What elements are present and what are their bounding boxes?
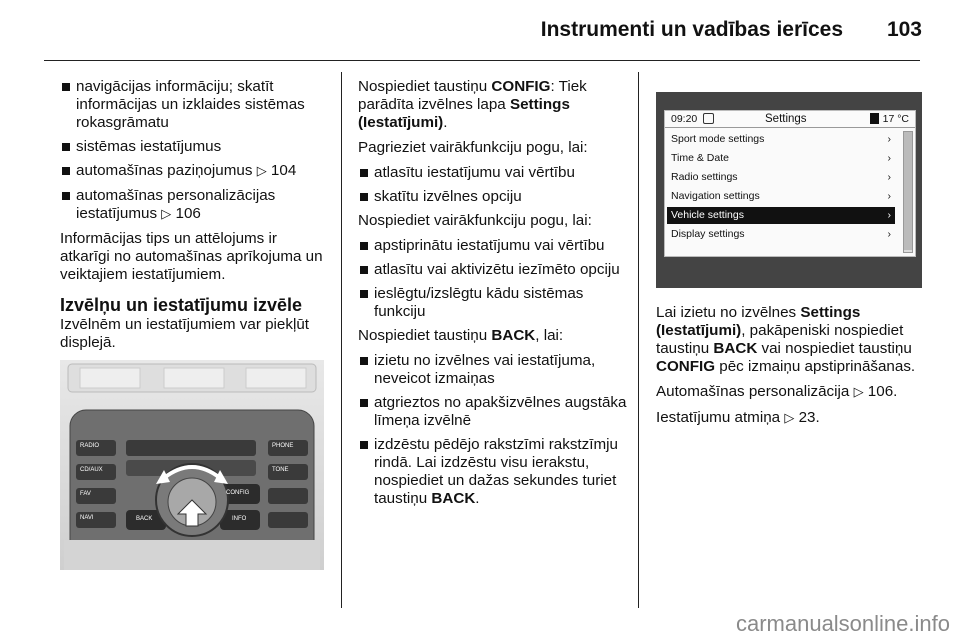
control-panel-photo	[60, 360, 324, 570]
menu-item-display[interactable]: Display settings ›	[667, 226, 895, 243]
exit-paragraph: Lai izietu no izvēlnes Settings (Iestatījumi), pakāpeniski nospiediet taustiņu BACK vai nospiediet taustiņu CONFIG pēc izmaiņu apstiprināšanas.	[656, 304, 916, 375]
press-knob-text: Nospiediet vairākfunkciju pogu, lai:	[358, 212, 592, 229]
column-divider	[341, 72, 342, 608]
bullet-icon	[360, 441, 368, 449]
clock: 09:20	[671, 113, 698, 125]
bullet-icon	[62, 167, 70, 175]
label-navi: NAVI	[80, 515, 94, 521]
list-item: automašīnas paziņojumus ▷ 104	[60, 162, 330, 181]
turn-knob-text: Pagrieziet vairākfunkciju pogu, lai:	[358, 139, 588, 156]
chevron-right-icon: ›	[887, 228, 891, 240]
chevron-right-icon: ›	[887, 209, 891, 221]
label-config: CONFIG	[226, 490, 250, 496]
list-item: izietu no izvēlnes vai iestatījuma, neveicot izmaiņas	[358, 352, 630, 388]
column-3	[656, 304, 928, 435]
bullet-icon	[360, 357, 368, 365]
bullet-icon	[360, 399, 368, 407]
list-item: ieslēgtu/izslēgtu kādu sistēmas funkciju	[358, 285, 630, 321]
list-item: atgrieztos no apakšizvēlnes augstāka līmeņa izvēlnē	[358, 394, 630, 430]
header-title: Instrumenti un vadības ierīces	[540, 18, 843, 41]
label-phone: PHONE	[272, 443, 294, 449]
back-list	[358, 352, 630, 508]
menu-item-sport-mode[interactable]: Sport mode settings ›	[667, 131, 895, 148]
menu-item-vehicle[interactable]: Vehicle settings ›	[667, 207, 895, 224]
feature-list	[60, 78, 330, 224]
column-2	[358, 78, 630, 514]
page-ref-link[interactable]: 106.	[867, 383, 898, 400]
bullet-icon	[62, 192, 70, 200]
page-ref-icon: ▷	[853, 385, 864, 400]
page-ref-icon: ▷	[256, 164, 267, 179]
scrollbar[interactable]	[903, 131, 913, 253]
page-ref-link[interactable]: 23.	[798, 409, 820, 426]
label-radio: RADIO	[80, 443, 100, 449]
chevron-right-icon: ›	[887, 190, 891, 202]
label-tone: TONE	[272, 467, 289, 473]
bullet-icon	[360, 193, 368, 201]
bullet-icon	[360, 266, 368, 274]
thermometer-icon	[870, 113, 879, 124]
section-text: Izvēlnēm un iestatījumiem var piekļūt displejā.	[60, 316, 310, 351]
press-knob-list	[358, 237, 630, 321]
list-item: atlasītu iestatījumu vai vērtību	[358, 164, 630, 182]
menu-item-radio[interactable]: Radio settings ›	[667, 169, 895, 186]
bullet-icon	[360, 242, 368, 250]
label-cd-aux: CD/AUX	[80, 467, 103, 473]
list-item: navigācijas informāciju; skatīt informācijas un izklaides sistēmas rokasgrāmatu	[60, 78, 330, 132]
page-number: 103	[886, 18, 922, 41]
menu-item-navigation[interactable]: Navigation settings ›	[667, 188, 895, 205]
chevron-right-icon: ›	[887, 133, 891, 145]
column-divider	[638, 72, 639, 608]
turn-knob-list	[358, 164, 630, 206]
bullet-icon	[62, 83, 70, 91]
page-header	[0, 0, 960, 60]
clock-status-icon	[703, 113, 714, 124]
bullet-icon	[62, 143, 70, 151]
list-item: automašīnas personalizācijas iestatījumus ▷ 106	[60, 187, 330, 224]
page-ref-link[interactable]: 106	[175, 205, 201, 222]
header-rule	[44, 60, 920, 61]
bullet-icon	[360, 290, 368, 298]
bullet-icon	[360, 169, 368, 177]
info-paragraph: Informācijas tips un attēlojums ir atkarīgi no automašīnas aprīkojuma un veiktajiem iestatījumiem.	[60, 230, 323, 283]
back-paragraph: Nospiediet taustiņu BACK, lai:	[358, 327, 564, 344]
settings-screen	[664, 110, 916, 257]
settings-display-image	[656, 92, 922, 288]
screen-title: Settings	[765, 113, 807, 125]
page-ref-icon: ▷	[784, 411, 795, 426]
section-heading: Izvēlņu un iestatījumu izvēle	[60, 295, 303, 315]
config-paragraph: Nospiediet taustiņu CONFIG: Tiek parādīta izvēlnes lapa Settings (Iestatījumi).	[358, 78, 587, 131]
column-1	[60, 78, 330, 359]
scroll-thumb[interactable]	[904, 132, 912, 250]
chevron-right-icon: ›	[887, 152, 891, 164]
label-back: BACK	[136, 516, 153, 522]
list-item: izdzēstu pēdējo rakstzīmi rakstzīmju rindā. Lai izdzēstu visu ierakstu, nospiediet un dažas sekundes turiet taustiņu BACK.	[358, 436, 630, 508]
list-item: apstiprinātu iestatījumu vai vērtību	[358, 237, 630, 255]
list-item: atlasītu vai aktivizētu iezīmēto opciju	[358, 261, 630, 279]
page-ref-link[interactable]: 104	[270, 162, 297, 179]
temperature: 17 °C	[882, 113, 909, 125]
memory-ref: Iestatījumu atmiņa ▷ 23.	[656, 409, 820, 426]
personalization-ref: Automašīnas personalizācija ▷ 106.	[656, 383, 898, 400]
menu-item-time-date[interactable]: Time & Date ›	[667, 150, 895, 167]
label-fav: FAV	[80, 491, 91, 497]
label-info: INFO	[232, 516, 247, 522]
screen-status-bar	[665, 111, 915, 128]
list-item: sistēmas iestatījumus	[60, 138, 330, 156]
page-ref-icon: ▷	[161, 207, 172, 222]
list-item: skatītu izvēlnes opciju	[358, 188, 630, 206]
watermark: carmanualsonline.info	[735, 611, 950, 636]
chevron-right-icon: ›	[887, 171, 891, 183]
